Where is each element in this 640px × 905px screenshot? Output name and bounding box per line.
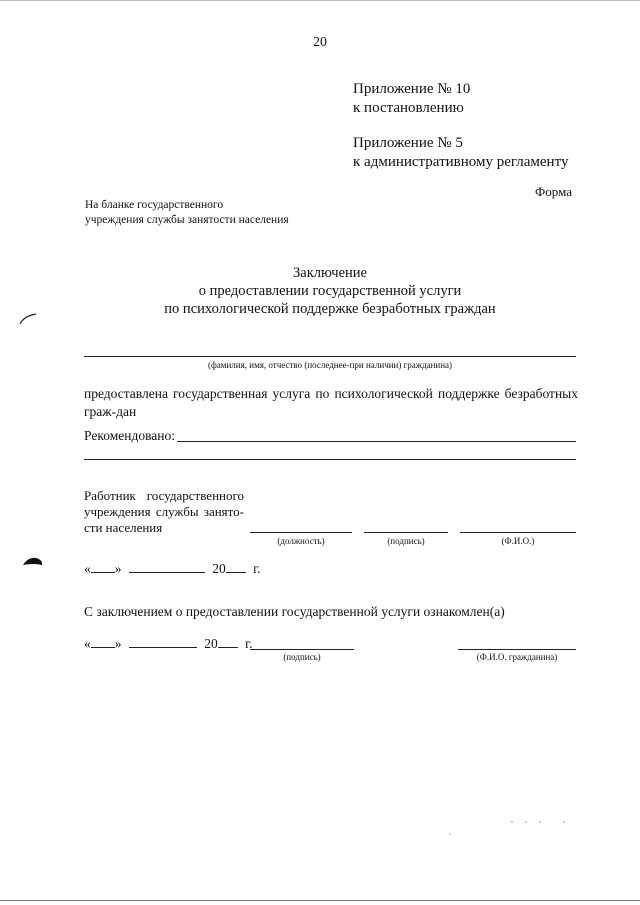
- title-line-2: о предоставлении государственной услуги: [198, 283, 462, 299]
- ack-day-blank: [91, 635, 115, 648]
- appendix-block: [353, 80, 613, 172]
- letterhead-line-2: учреждения службы занятости населения: [85, 214, 289, 226]
- title-line-1: Заключение: [293, 265, 367, 281]
- appendix-line-3: Приложение № 5: [353, 135, 463, 151]
- signature-caption: (подпись): [387, 536, 425, 546]
- employee-line-3: сти населения: [84, 520, 163, 535]
- ack-year-suffix: г.: [245, 636, 253, 651]
- month-blank: [129, 560, 205, 573]
- date-open-quote: «: [84, 561, 91, 576]
- ack-signature-line: [250, 649, 354, 650]
- ack-year-blank: [218, 635, 238, 648]
- ack-citizen-line: [458, 649, 576, 650]
- ack-year-prefix: 20: [204, 636, 218, 651]
- employee-block: [84, 488, 244, 536]
- ack-date-close-quote: »: [114, 636, 122, 651]
- employee-line-2: учреждения службы занято-: [84, 504, 244, 519]
- fio-caption: (фамилия, имя, отчество (последнее-при наличии) гражданина): [207, 360, 453, 370]
- year-prefix: 20: [212, 561, 226, 576]
- appendix-line-2: к постановлению: [353, 100, 464, 116]
- ack-date-open-quote: «: [84, 636, 91, 651]
- letterhead-line-1: На бланке государственного: [85, 199, 224, 211]
- appendix-line-4: к административному регламенту: [353, 154, 569, 170]
- page-number: 20: [313, 35, 327, 50]
- signature-line: [364, 532, 448, 533]
- date-row: [84, 560, 261, 578]
- day-blank: [91, 560, 115, 573]
- position-line: [250, 532, 352, 533]
- title-line-3: по психологической поддержке безработных граждан: [164, 301, 496, 317]
- form-label: Форма: [535, 184, 572, 199]
- recommended-line-2: [84, 459, 576, 460]
- ack-month-blank: [129, 635, 197, 648]
- fio-line: [84, 356, 576, 357]
- scan-edge-top: [0, 0, 640, 1]
- scan-edge-bottom: [0, 900, 640, 901]
- letterhead-block: [85, 198, 345, 228]
- acknowledgement-text: С заключением о предоставлении государственной услуги ознакомлен(а): [84, 604, 505, 619]
- year-blank: [226, 560, 246, 573]
- year-suffix: г.: [253, 561, 261, 576]
- recommended-line-1: [177, 441, 576, 442]
- appendix-line-1: Приложение № 10: [353, 81, 471, 97]
- date-close-quote: »: [114, 561, 122, 576]
- employee-line-1: Работник государственного: [84, 488, 244, 503]
- document-title: [100, 264, 560, 318]
- recommended-label: Рекомендовано:: [84, 428, 175, 443]
- scan-specks: [440, 800, 590, 860]
- position-caption: (должность): [277, 536, 325, 546]
- service-text: предоставлена государственная услуга по психологической поддержке безработных граж-дан: [84, 386, 578, 419]
- scan-blot: [22, 555, 44, 569]
- scan-mark: [18, 312, 38, 326]
- ack-citizen-caption: (Ф.И.О. гражданина): [476, 652, 558, 662]
- ack-signature-caption: (подпись): [283, 652, 321, 662]
- acknowledgement-date-row: [84, 635, 253, 653]
- name-caption: (Ф.И.О.): [501, 536, 535, 546]
- name-line: [460, 532, 576, 533]
